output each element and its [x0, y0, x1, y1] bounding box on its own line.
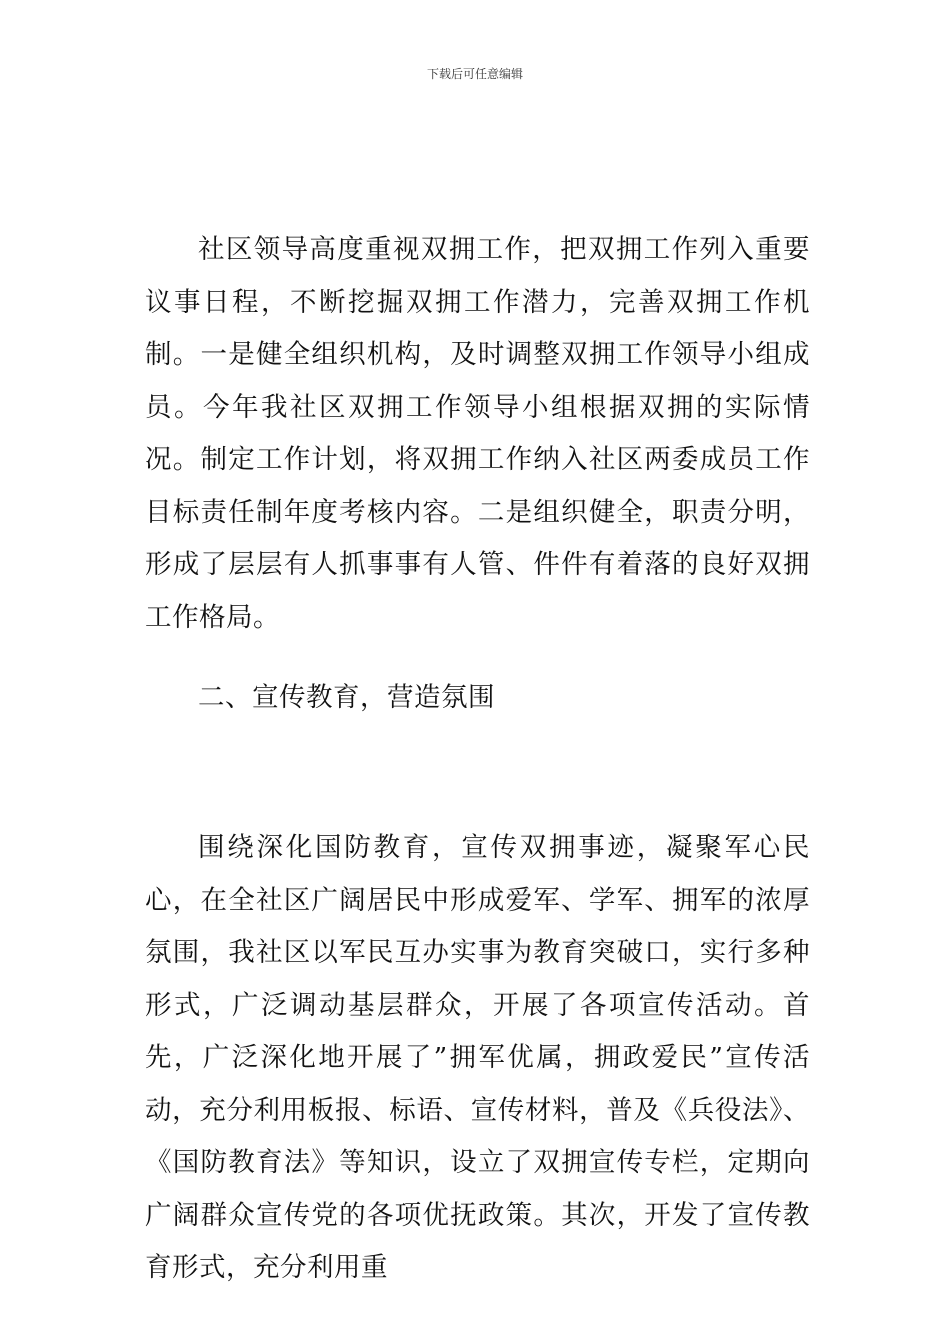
page-header-note: 下载后可任意编辑 — [426, 67, 523, 81]
body-paragraph: 社区领导高度重视双拥工作，把双拥工作列入重要议事日程，不断挖掘双拥工作潜力，完善双拥工作机制。一是健全组织机构，及时调整双拥工作领导小组成员。今年我社区双拥工作领导小组根据双拥的实际情况。制定工作计划，将双拥工作纳入社区两委成员工作目标责任制年度考核内容。二是组织健全，职责分明，形成了层层有人抓事事有人管、件件有着落的良好双拥工作格局。 — [145, 234, 810, 633]
body-paragraph: 围绕深化国防教育，宣传双拥事迹，凝聚军心民心，在全社区广阔居民中形成爱军、学军、拥军的浓厚氛围，我社区以军民互办实事为教育突破口，实行多种形式，广泛调动基层群众，开展了各项宣传活动。首先，广泛深化地开展了”拥军优属，拥政爱民”宣传活动，充分利用板报、标语、宣传材料，普及《兵役法》、《国防教育法》等知识，设立了双拥宣传专栏，定期向广阔群众宣传党的各项优抚政策。其次，开发了宣传教育形式，充分利用重 — [145, 832, 810, 1283]
section-heading: 二、宣传教育，营造氛围 — [198, 682, 495, 713]
